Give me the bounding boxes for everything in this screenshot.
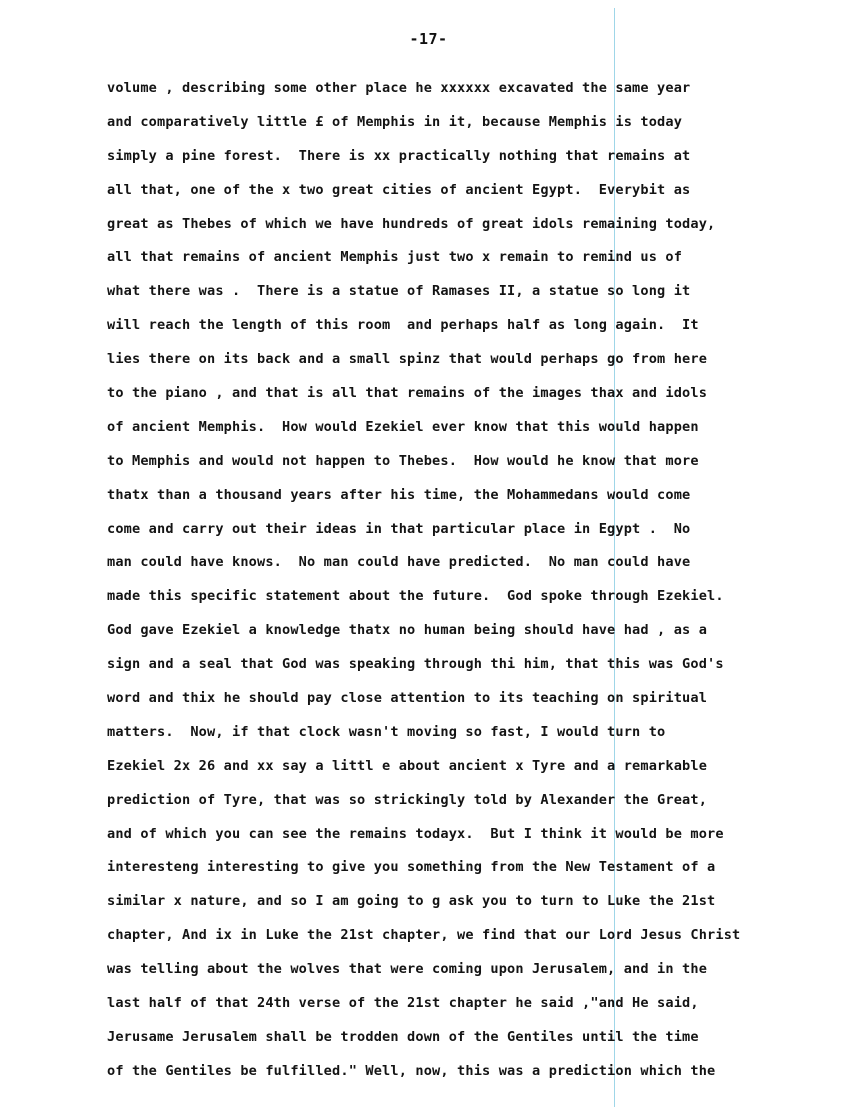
text-line: was telling about the wolves that were coming upon Jerusalem, and in the <box>107 961 708 978</box>
text-line: great as Thebes of which we have hundreds of great idols remaining today, <box>107 215 716 232</box>
text-line: man could have knows. No man could have predicted. No man could have <box>107 554 691 571</box>
text-line: Jerusame Jerusalem shall be trodden down of the Gentiles until the time <box>107 1028 699 1045</box>
text-line: word and thix he should pay close attention to its teaching on spiritual <box>107 690 708 707</box>
page-number: -17- <box>409 30 448 48</box>
text-line: and of which you can see the remains todayx. But I think it would be more <box>107 825 724 842</box>
text-line: last half of that 24th verse of the 21st chapter he said ,"and He said, <box>107 995 699 1012</box>
text-line: will reach the length of this room and perhaps half as long again. It <box>107 317 699 334</box>
text-line: God gave Ezekiel a knowledge thatx no human being should have had , as a <box>107 622 708 639</box>
text-line: Ezekiel 2x 26 and xx say a littl e about ancient x Tyre and a remarkable <box>107 757 708 774</box>
text-line: lies there on its back and a small spinz that would perhaps go from here <box>107 351 708 368</box>
text-line: simply a pine forest. There is xx practically nothing that remains at <box>107 147 691 164</box>
text-line: of the Gentiles be fulfilled." Well, now, this was a prediction which the <box>107 1062 716 1079</box>
text-line: to the piano , and that is all that remains of the images thax and idols <box>107 385 708 402</box>
text-line: come and carry out their ideas in that particular place in Egypt . No <box>107 520 691 537</box>
text-line: interesteng interesting to give you something from the New Testament of a <box>107 859 716 876</box>
text-line: chapter, And ix in Luke the 21st chapter, we find that our Lord Jesus Christ <box>107 927 741 944</box>
text-line: all that, one of the x two great cities of ancient Egypt. Everybit as <box>107 181 691 198</box>
text-line: prediction of Tyre, that was so strickingly told by Alexander the Great, <box>107 791 708 808</box>
body-text <box>107 77 797 1094</box>
text-line: and comparatively little £ of Memphis in it, because Memphis is today <box>107 113 683 130</box>
text-line: what there was . There is a statue of Ramases II, a statue so long it <box>107 283 691 300</box>
text-line: thatx than a thousand years after his time, the Mohammedans would come <box>107 486 691 503</box>
text-line: of ancient Memphis. How would Ezekiel ever know that this would happen <box>107 418 699 435</box>
text-line: volume , describing some other place he xxxxxx excavated the same year <box>107 80 691 96</box>
text-line: all that remains of ancient Memphis just two x remain to remind us of <box>107 249 683 266</box>
text-line: similar x nature, and so I am going to g ask you to turn to Luke the 21st <box>107 893 716 910</box>
text-line: sign and a seal that God was speaking through thi him, that this was God's <box>107 656 724 673</box>
text-line: made this specific statement about the future. God spoke through Ezekiel. <box>107 588 724 605</box>
text-line: matters. Now, if that clock wasn't moving so fast, I would turn to <box>107 723 666 740</box>
text-line: to Memphis and would not happen to Thebes. How would he know that more <box>107 452 699 469</box>
